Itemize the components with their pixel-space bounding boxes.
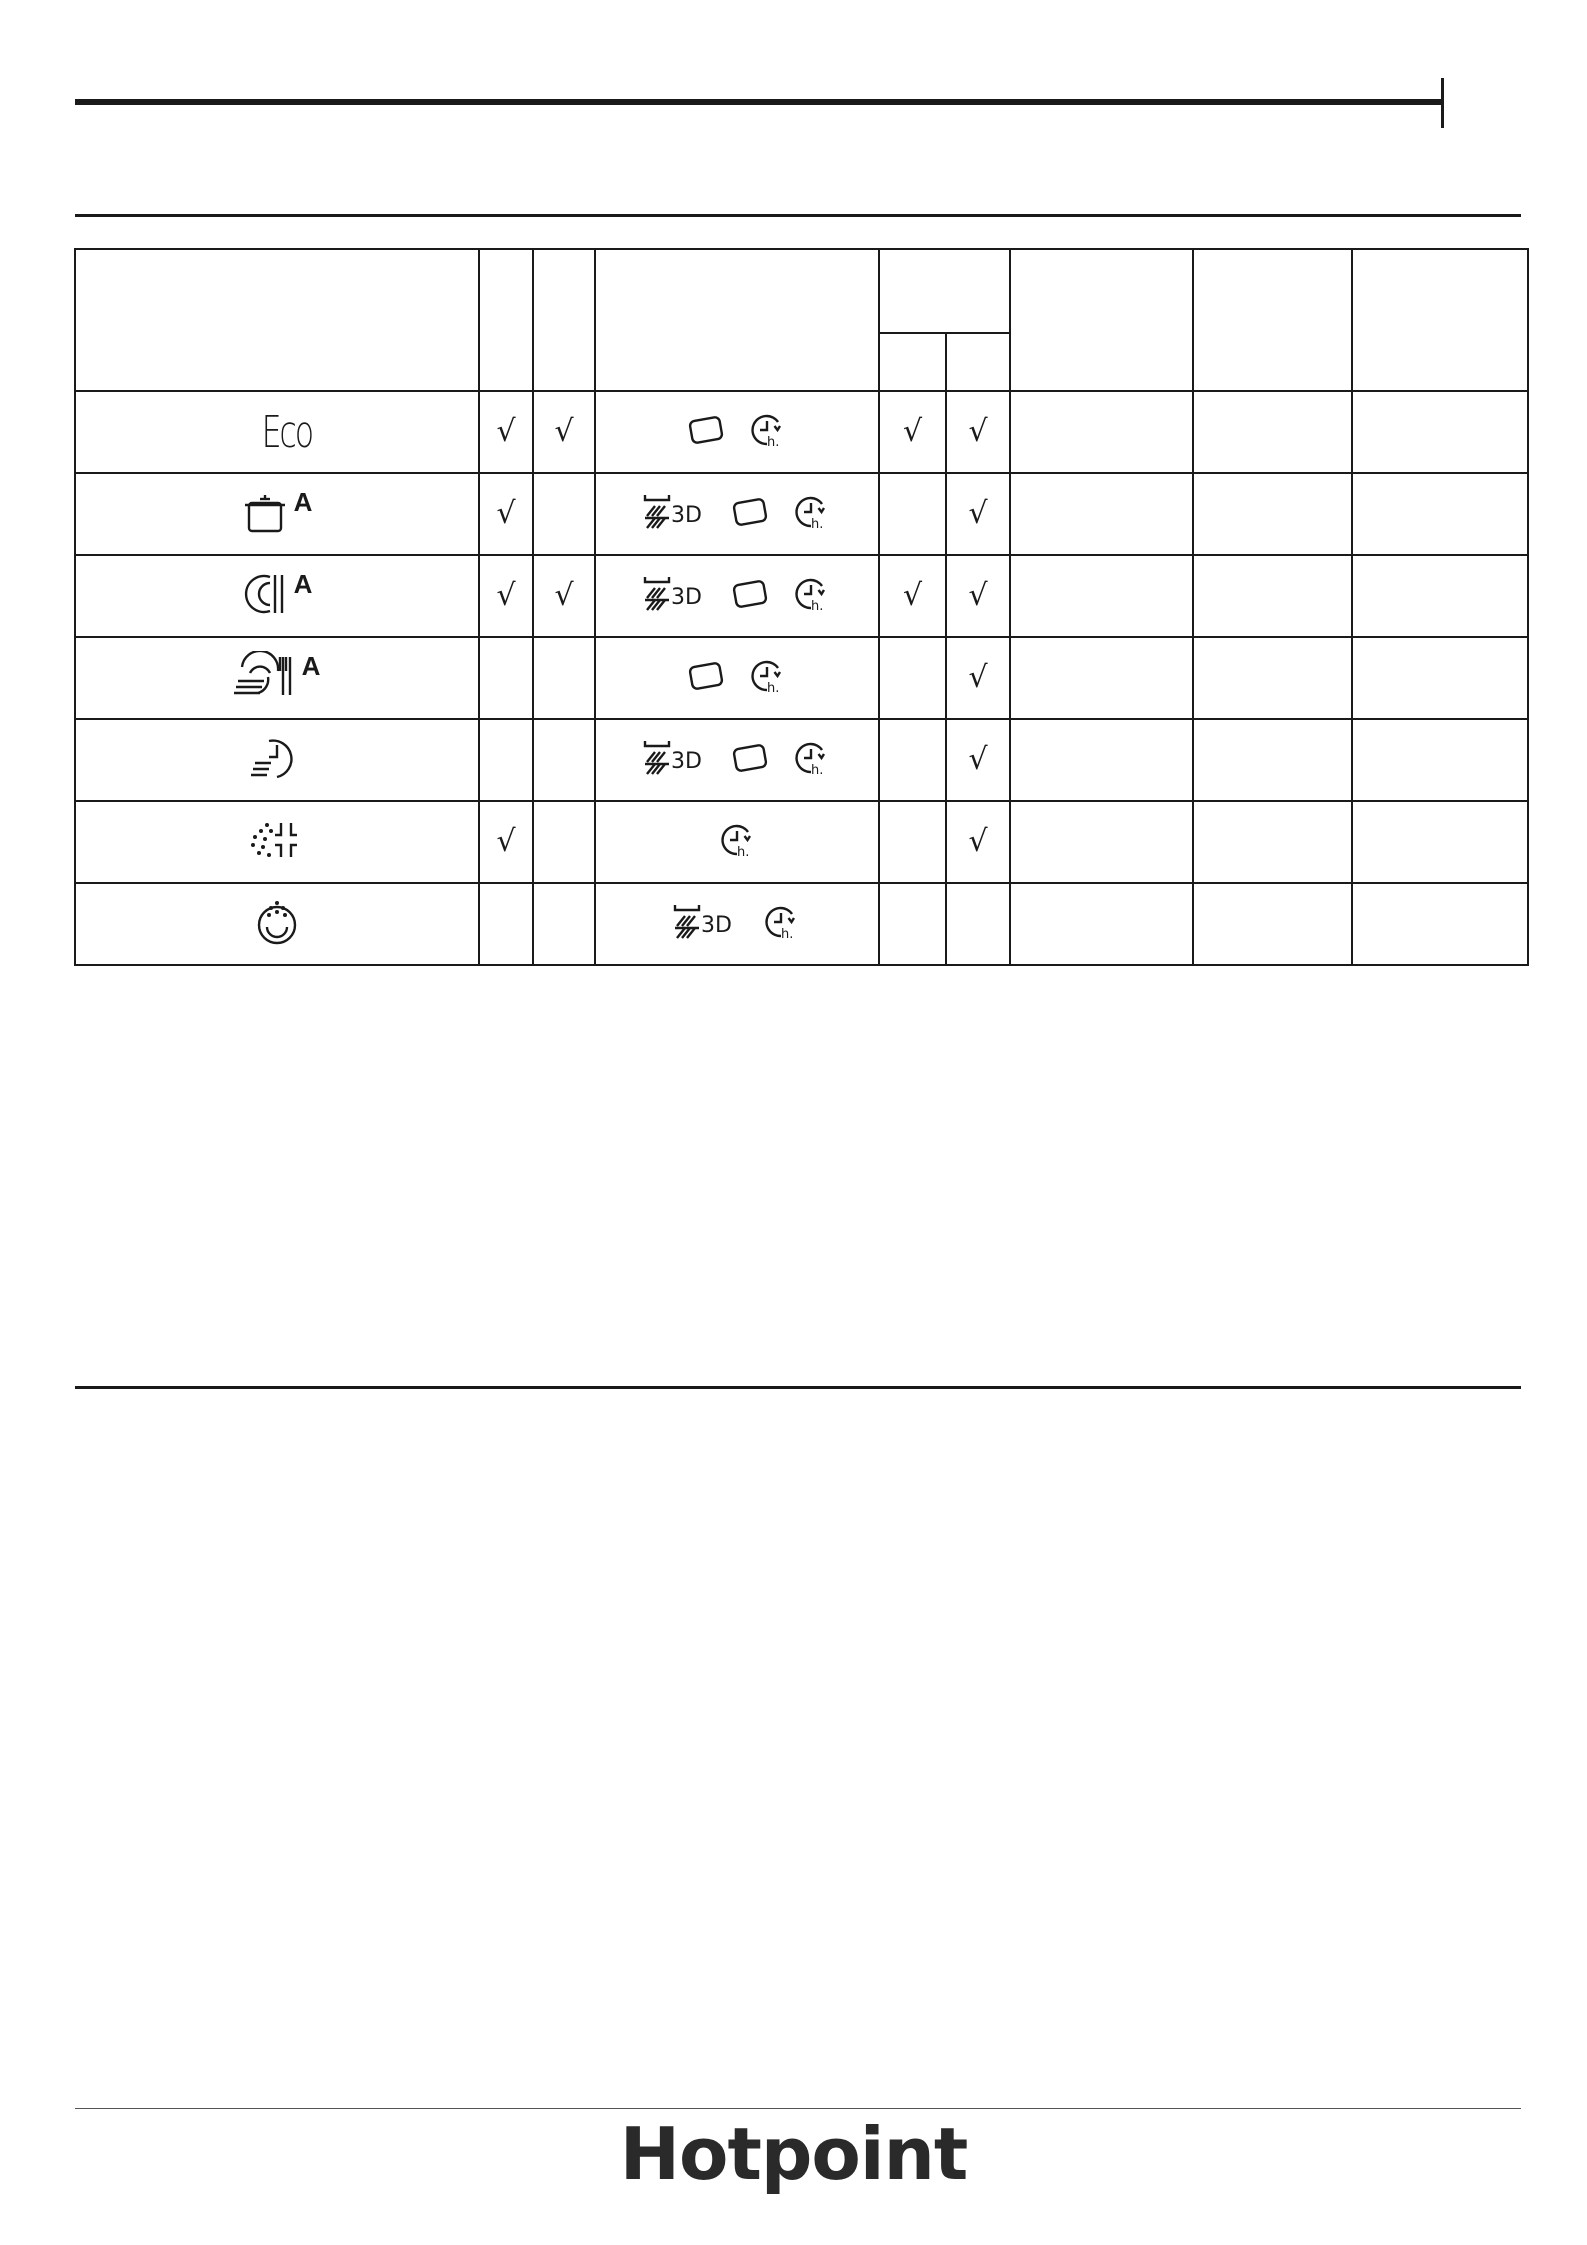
col4-cell <box>946 555 1010 637</box>
zone-wash-3d-icon <box>673 902 739 947</box>
tablet-icon <box>687 660 725 697</box>
svg-text:h.: h. <box>811 516 824 532</box>
options-cell <box>595 473 879 555</box>
col5-cell <box>1010 801 1193 883</box>
col5-cell <box>1010 883 1193 965</box>
header-cell-5 <box>1010 249 1193 391</box>
check-mark: √ <box>902 578 923 613</box>
pot-auto-icon <box>242 487 292 542</box>
col7-cell <box>1352 555 1528 637</box>
svg-text:3D: 3D <box>671 748 702 774</box>
delay-start-icon <box>791 738 831 783</box>
check-mark: √ <box>968 414 988 449</box>
col6-cell <box>1193 637 1352 719</box>
auto-label: A <box>293 568 313 599</box>
options-cell <box>595 555 879 637</box>
svg-text:3D: 3D <box>701 912 732 938</box>
delay-start-icon <box>791 574 831 619</box>
col5-cell <box>1010 637 1193 719</box>
col7-cell <box>1352 473 1528 555</box>
table-row <box>75 883 1528 965</box>
delay-start-icon <box>747 410 787 455</box>
auto-label: A <box>301 650 321 681</box>
tablet-icon <box>731 496 769 533</box>
svg-text:h.: h. <box>737 844 750 860</box>
table-row <box>75 473 1528 555</box>
section-rule-top <box>75 214 1521 217</box>
col3-cell <box>879 555 946 637</box>
svg-text:h.: h. <box>767 680 780 696</box>
header-cell-group <box>879 249 1010 333</box>
col6-cell <box>1193 555 1352 637</box>
quick-clock-icon <box>249 733 305 788</box>
options-group <box>643 492 831 537</box>
col4-cell <box>946 391 1010 473</box>
header-cell-2 <box>533 249 595 391</box>
fast-plate-auto-icon <box>234 651 300 706</box>
options-cell <box>595 391 879 473</box>
table-row <box>75 637 1528 719</box>
svg-text:h.: h. <box>811 762 824 778</box>
options-group <box>687 656 787 701</box>
check-mark: √ <box>554 578 574 613</box>
tablet-icon <box>731 578 769 615</box>
col1-cell <box>479 719 533 801</box>
col5-cell <box>1010 473 1193 555</box>
programme-cell <box>75 473 479 555</box>
col2-cell <box>533 637 595 719</box>
col4-cell <box>946 883 1010 965</box>
check-mark: √ <box>968 496 988 531</box>
col5-cell <box>1010 719 1193 801</box>
col6-cell <box>1193 719 1352 801</box>
col4-cell <box>946 637 1010 719</box>
col2-cell <box>533 391 595 473</box>
check-mark: √ <box>496 824 516 859</box>
options-cell <box>595 637 879 719</box>
zone-wash-3d-icon <box>643 492 709 537</box>
table-row <box>75 391 1528 473</box>
col2-cell <box>533 801 595 883</box>
header-cell-1 <box>479 249 533 391</box>
eco-icon: Eco <box>261 406 312 458</box>
options-cell <box>595 719 879 801</box>
col6-cell <box>1193 883 1352 965</box>
header-tick <box>1441 78 1444 128</box>
col4-cell <box>946 719 1010 801</box>
soak-icon <box>252 897 302 952</box>
col6-cell <box>1193 391 1352 473</box>
col1-cell <box>479 391 533 473</box>
col4-cell <box>946 801 1010 883</box>
programme-cell <box>75 883 479 965</box>
programme-cell <box>75 719 479 801</box>
table-row <box>75 719 1528 801</box>
check-mark: √ <box>968 578 988 613</box>
options-group <box>643 574 831 619</box>
svg-text:3D: 3D <box>671 584 702 610</box>
header-rule <box>75 99 1443 105</box>
col7-cell <box>1352 391 1528 473</box>
check-mark: √ <box>496 414 516 449</box>
programme-cell <box>75 801 479 883</box>
svg-text:h.: h. <box>767 434 780 450</box>
table-row <box>75 555 1528 637</box>
col3-cell <box>879 883 946 965</box>
header-cell-programme <box>75 249 479 391</box>
svg-text:h.: h. <box>811 598 824 614</box>
delay-start-icon <box>791 492 831 537</box>
check-mark: √ <box>496 578 516 613</box>
options-group <box>643 738 831 783</box>
tablet-icon <box>687 414 725 451</box>
col5-cell <box>1010 391 1193 473</box>
svg-text:h.: h. <box>781 926 794 942</box>
options-cell <box>595 801 879 883</box>
programme-cell <box>75 391 479 473</box>
programme-cell <box>75 555 479 637</box>
svg-text:3D: 3D <box>671 502 702 528</box>
col2-cell <box>533 473 595 555</box>
header-cell-options <box>595 249 879 391</box>
check-mark: √ <box>902 414 923 449</box>
plate-cutlery-auto-icon <box>242 569 292 624</box>
section-rule-bottom <box>75 1386 1521 1389</box>
col6-cell <box>1193 801 1352 883</box>
options-cell <box>595 883 879 965</box>
auto-label: A <box>293 486 313 517</box>
header-subcell-b <box>946 333 1010 391</box>
col5-cell <box>1010 555 1193 637</box>
col4-cell <box>946 473 1010 555</box>
col3-cell <box>879 801 946 883</box>
check-mark: √ <box>554 414 574 449</box>
header-cell-7 <box>1352 249 1528 391</box>
footer-rule <box>75 2108 1521 2109</box>
col7-cell <box>1352 801 1528 883</box>
col1-cell <box>479 555 533 637</box>
check-mark: √ <box>496 496 516 531</box>
hygiene-icon <box>245 815 309 870</box>
col2-cell <box>533 719 595 801</box>
header-cell-6 <box>1193 249 1352 391</box>
options-group <box>687 410 787 455</box>
hotpoint-logo: Hotpoint <box>619 2112 968 2196</box>
header-subcell-a <box>879 333 946 391</box>
delay-start-icon <box>717 820 757 865</box>
col2-cell <box>533 883 595 965</box>
check-mark: √ <box>968 824 988 859</box>
options-group <box>673 902 801 947</box>
col7-cell <box>1352 719 1528 801</box>
col6-cell <box>1193 473 1352 555</box>
table-row <box>75 801 1528 883</box>
col2-cell <box>533 555 595 637</box>
zone-wash-3d-icon <box>643 738 709 783</box>
col1-cell <box>479 883 533 965</box>
zone-wash-3d-icon <box>643 574 709 619</box>
programme-table <box>74 248 1529 966</box>
options-group <box>717 820 757 865</box>
tablet-icon <box>731 742 769 779</box>
col3-cell <box>879 473 946 555</box>
col3-cell <box>879 719 946 801</box>
delay-start-icon <box>761 902 801 947</box>
delay-start-icon <box>747 656 787 701</box>
check-mark: √ <box>968 742 988 777</box>
col1-cell <box>479 637 533 719</box>
check-mark: √ <box>968 660 988 695</box>
col1-cell <box>479 801 533 883</box>
col7-cell <box>1352 637 1528 719</box>
col7-cell <box>1352 883 1528 965</box>
col3-cell <box>879 391 946 473</box>
col3-cell <box>879 637 946 719</box>
programme-cell <box>75 637 479 719</box>
col1-cell <box>479 473 533 555</box>
